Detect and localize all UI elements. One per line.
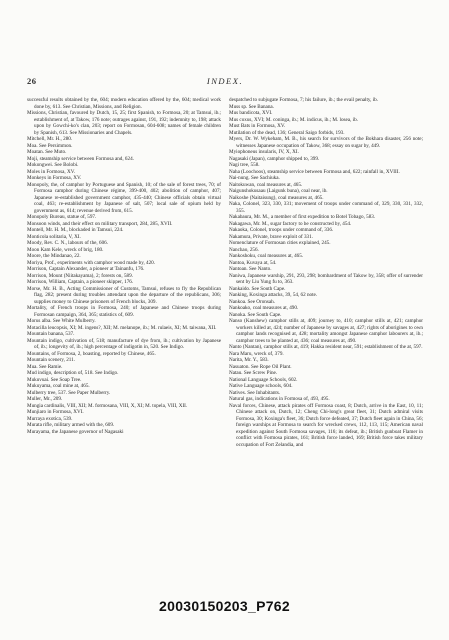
- index-entry: Mortality, of French troops in Formosa, 240; of Japanese and Chinese troops during Formosan campaign, 364, 365; statistics of, 609.: [27, 305, 221, 318]
- index-entry: Muss sp. See Banana.: [229, 103, 274, 110]
- index-entry: Naha (Loochoos), steamship service between Formosa and, 622; rainfall in, XVIII.: [229, 168, 400, 175]
- index-entry: Moriya, Prof., experiments with camphor wood made by, 420.: [27, 259, 156, 266]
- index-entry: Munjiaro in Formosa, XVI.: [27, 409, 84, 415]
- index-entry: Nasuaton. See Rope Oil Plant.: [229, 363, 292, 370]
- index-entry: Monopoly Bureau, statue of, 597.: [27, 214, 97, 220]
- index-entry: Mountain scenery, 211.: [27, 357, 76, 363]
- index-entry: Monkeys in Formosa, XV.: [27, 175, 82, 181]
- index-entry: Morse, Mr. H. B., Acting Commissioner of Customs, Tamsui, refuses to fly the Republican flag, 282; present during troubles attendant upon the departure of the republicans, 306; supplies money to Chinese prisoners of French blocks, 309.: [27, 285, 221, 305]
- index-entry: Mungia cardinalis, VIII, XII; M. formosana, VIII, X, XI; M. topela, VIII, XII.: [27, 402, 188, 409]
- index-entry: Naval forces, Chinese, attack pirates off Formosa coast, 8; Dutch, arrive in the East, 10, 11; Chinese attack on, Dutch, 12; Cheng Chi-long's great fleet, 31; Dutch admiral visits Formosa, 30; Koxinga's fleet, 36; Dutch force defeated, 37; Dutch fleet again in China, 56; foreign warships at Formosa to search for wrecked crews, 112, 113, 115; American naval expedition against South Formosa savages, 116; its defeat, ib.; British gunboat Flamer in conflict with Formosa pirates, 161; British force landed, 169; British force takes military occupation of Fort Zelandia, and: [229, 402, 423, 448]
- index-entry: successful results obtained by the, 604; modern education offered by the, 604; medical work done by, 613. See Christian, Missions, and Religion.: [27, 97, 221, 110]
- index-entry: Morus alba. See White Mulberry.: [27, 318, 96, 324]
- index-entry: Mountain indigo, cultivation of, 518; manufacture of dye from, ib.; cultivation by Japanese of, ib.; longevity of, ib.; high percentage of indigotin in, 520. See Indigo.: [27, 337, 221, 350]
- index-entry: Nankaido. See South Cape.: [229, 285, 286, 292]
- index-entry: Nakagawa, Mr. M., sugar factory to be constructed by, 454.: [229, 220, 352, 227]
- index-entry: Monsoon winds, and their effect on military transport, 284, 285, XVII.: [27, 220, 173, 227]
- index-entry: Mua. See Ramie.: [27, 363, 63, 370]
- index-entry: Naigunshokusaau (Laigunk buna), coal near, ib.: [229, 188, 328, 194]
- index-entry: Muller, Mr., 209.: [27, 396, 63, 402]
- index-entry: Natives. See Inhabitants.: [229, 389, 281, 396]
- index-entry: Nantoa, Kuvaya at, 54.: [229, 259, 277, 266]
- index-entry: Moji, steamship service between Formosa and, 624.: [27, 155, 134, 162]
- index-entry: Murraya exotica, 539.: [27, 415, 73, 422]
- page-header: [27, 76, 423, 88]
- index-entry: Naniwa, Japanese warship, 291, 293, 298; bombardment of Takow by, 358; offer of surrender sent by Liu Yung fu to, 363.: [229, 272, 423, 285]
- index-entry: Mitchell, Mr. H., 280.: [27, 136, 73, 142]
- index-entry: Narita, Mr. Y., 583.: [229, 357, 269, 363]
- index-entry: Naikoshe (Naitaisung), coal measures at, 465.: [229, 194, 324, 201]
- index-entry: Naka, Colonel, 323, 330, 331; movement of troops under command of, 329, 330, 331, 332, 355.: [229, 201, 423, 214]
- index-column-left: [27, 97, 221, 572]
- index-entry: Nakabaura, Mr. M., a member of first expedition to Botel Tobago, 583.: [229, 214, 376, 220]
- index-entry: despatched to subjugate Formosa, 7; his failure, ib.; the evail penalty, ib.: [229, 97, 378, 103]
- index-entry: Nanto (Nantan), camphor stills at, 419; Hakka resident near, 591; establishment of the at, 597.: [229, 344, 423, 350]
- index-entry: Nanking, Koxinga attacks, 39, 54, 62 note.: [229, 292, 318, 298]
- index-entry: Nanoka. See South Cape.: [229, 311, 282, 318]
- index-entry: Nomenclature of Formosan cities explained, 245.: [229, 240, 331, 246]
- index-entry: Nantoan. See Nanto.: [229, 266, 272, 272]
- index-entry: Nanso (Kanshew) camphor stills at, 409; journey to, 410; camphor stills at, 421; camphor workers killed at, 424; number of Japanese by savages at, 427; rights of aborigines to own camphor lands recognised at, 428; mortality amongst Japanese camphor labourers at, ib.; camphor trees to be planted at, 436; coal measures at, 490.: [229, 318, 423, 344]
- index-entry: Nara Maru, wreck of, 379.: [229, 350, 284, 357]
- index-entry: Mutilation of the dead, 136; General Saigo forbids, 193.: [229, 129, 345, 136]
- index-entry: Murayama, the Japanese governor of Nagasaki: [27, 428, 124, 435]
- index-entry: Naitokuwan, coal measures at, 465.: [229, 181, 303, 188]
- index-entry: Missions, Christian, favoured by Dutch, 15, 25; first Spanish, to Formosa, 20; at Tamsui, ib.; establishment of, at Takow, 176 note; outrages against, 191, 192; indemnity to, 198; attack upon by Gowchi-ko's clan, 203; report on Formosan, 604-608; names of female children by Spanish, 613. See Missionaries and Chapels.: [27, 110, 221, 136]
- index-entry: Morrison, Mount (Niitakayama), 2; forests on, 589.: [27, 272, 133, 279]
- index-entry: Must Bats in Formosa, XV.: [229, 123, 286, 129]
- index-entry: Nagasaki (Japan), camphor shipped to, 399.: [229, 155, 320, 162]
- index-entry: Mountains, of Formosa, 2, boasting, reported by Chinese, 465.: [27, 350, 156, 357]
- index-entry: Morrison, William, Captain, a pioneer skipper, 176.: [27, 279, 134, 285]
- image-caption: 20030150203_P762: [159, 598, 290, 614]
- index-entry: Nakaoka, Colonel, troops under command of, 336.: [229, 227, 334, 233]
- running-title: INDEX.: [206, 76, 244, 86]
- index-entry: Moa. See Persimmon.: [27, 142, 73, 149]
- index-entry: Nankoa. See Oronsah.: [229, 298, 275, 305]
- index-entry: National Language Schools, 602.: [229, 376, 298, 383]
- index-entry: Mud indigo, description of, 518. See Indigo.: [27, 370, 119, 376]
- index-entry: Moody, Rev. C. N., labours of the, 606.: [27, 240, 109, 246]
- index-entry: Mokongwei. See Bolobi.: [27, 162, 79, 168]
- index-entry: Moore, the Mindanao, 22.: [27, 253, 81, 259]
- page-number: 26: [27, 76, 37, 86]
- index-entry: Mountain banana, 537.: [27, 331, 75, 337]
- index-entry: Morrison, Captain Alexander, a pioneer at Tainanfu, 176.: [27, 266, 145, 272]
- index-entry: Natau. See Screw Pine.: [229, 370, 278, 376]
- index-entry: Murata rifle, military armed with the, 609.: [27, 422, 115, 428]
- index-entry: Nagi tree, 558.: [229, 162, 260, 168]
- index-entry: Moon Kam Kele, wreck of brig, 180.: [27, 246, 104, 253]
- index-entry: Motacilla leucopsis, XI; M. ingens?, XII; M. melanope, ib.; M. rulaeis, XI; M. taiwana, XII.: [27, 324, 217, 331]
- index-entry: Nai-nung. See Sachiuka.: [229, 175, 280, 181]
- index-entry: Native Language schools, 604.: [229, 383, 293, 389]
- index-entry: Natural gas, indications in Formosa of, 493, 495.: [229, 396, 330, 402]
- index-entry: Moles in Formosa, XV.: [27, 168, 76, 175]
- index-entry: Mus bandicota, XVI.: [229, 110, 273, 116]
- index-entry: Monopoly, the, of camphor by Portuguese and Spanish, 10; of the sale of forest trees, 70; of Formosa camphor during Chinese régime, 399-400, 402; abolition of camphor, 407; Japanese re-established government camphor, 435-440; Chinese officials obtain virtual coal, 463; re-establishment by Japanese of salt, 507; local sale of opium held by government as, 614; revenue derived from, 615.: [27, 181, 221, 214]
- index-entry: Mulberry tree, 537. See Paper Mulberry.: [27, 389, 111, 396]
- index-entry: Mukuyama, coal mine at, 465.: [27, 383, 90, 389]
- index-entry: Monticola solitaria, V, XI.: [27, 233, 81, 240]
- index-entry: Nankoshoku, coal measures at, 465.: [229, 253, 304, 259]
- index-entry: Nanchao, 256.: [229, 246, 259, 253]
- index-entry: Nakamura, Private, brave exploit of 331.: [229, 233, 313, 240]
- index-entry: Moatan. See Muto.: [27, 149, 67, 155]
- index-entry: Montell, Mr. H. M., blockaded in Tamsui, 224.: [27, 227, 124, 233]
- index-column-right: [229, 97, 423, 572]
- index-entry: Myers, Dr. W. Wykeham, M. B., his search for survivors of the Bokhara disaster, 256 note; witnesses Japanese occupation of Takow, 368; essay on sugar by, 449.: [229, 136, 423, 149]
- index-entry: Myiophoneus insularis, IV, X, XI.: [229, 149, 299, 155]
- index-entry: Mus coxus, XVI; M. coninga, ib.; M. indicus, ib.; M. losea, ib.: [229, 116, 358, 123]
- index-entry: Mukuvuai. See Soap Tree.: [27, 376, 82, 383]
- index-entry: Nankoako, coal measures at, 490.: [229, 305, 299, 311]
